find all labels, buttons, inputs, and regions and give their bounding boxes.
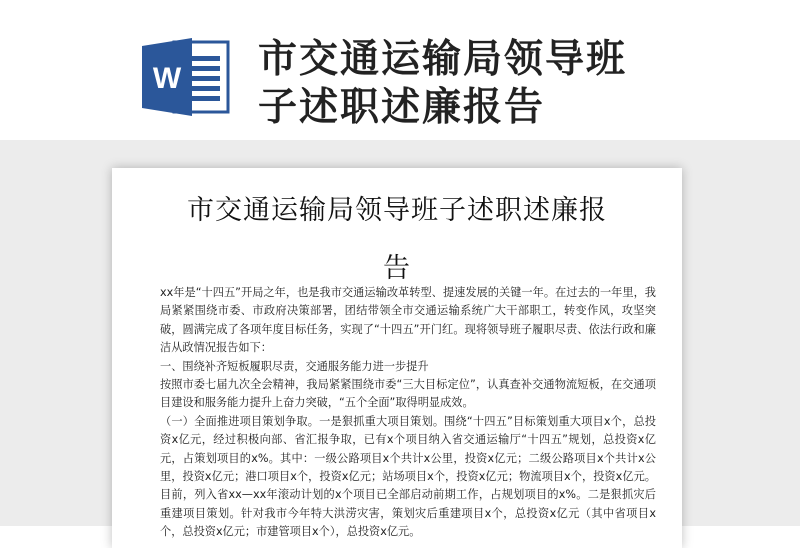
paragraph-project-planning: （一）全面推进项目策划争取。一是狠抓重大项目策划。围绕“十四五”目标策划重大项目x个，总投资x亿元，经过积极向部、省汇报争取，已有x个项目纳入省交通运输厅“十四五”规划，总投资x亿元，占策划项目的x%。其中：一级公路项目x个共计x公里，投资x亿元；二级公路项目x个共计x公里，投资x亿元；港口项目x个，投资x亿元；站场项目x个，投资x亿元；物流项目x个，投资x亿元。目前，列入省xx—xx年滚动计划的x个项目已全部启动前期工作，占规划项目的x%。二是狠抓灾后重建项目策划。针对我市今年特大洪涝灾害，策划灾后重建项目x个，总投资x亿元（其中省项目x个，总投资x亿元；市建管项目x个），总投资x亿元。	[160, 414, 656, 539]
document-body	[160, 284, 656, 542]
word-document-icon	[140, 36, 232, 118]
page-title	[258, 36, 758, 132]
document-title-line-1: 市交通运输局领导班子述职述廉报	[187, 195, 607, 226]
logo-letter: W	[152, 62, 182, 95]
document-page	[112, 168, 682, 548]
paragraph-intro: xx年是“十四五”开局之年，也是我市交通运输改革转型、提速发展的关键一年。在过去的一年里，我局紧紧围绕市委、市政府决策部署，团结带领全市交通运输系统广大干部职工，转变作风，攻坚突破，圆满完成了各项年度目标任务，实现了“十四五”开门红。现将领导班子履职尽责、依法行政和廉洁从政情况报告如下：	[160, 286, 656, 355]
page-title-line-1: 市交通运输局领导班	[258, 37, 628, 82]
preview-header	[0, 0, 800, 140]
section-heading: 一、围绕补齐短板履职尽责，交通服务能力进一步提升	[160, 359, 429, 373]
document-title-line-2: 告	[383, 253, 411, 284]
paragraph-section-intro: 按照市委七届九次全会精神，我局紧紧围绕市委“三大目标定位”，认真查补交通物流短板，在交通项目建设和服务能力提升上奋力突破，“五个全面”取得明显成效。	[160, 378, 656, 410]
page-title-line-2: 子述职述廉报告	[258, 85, 546, 130]
document-title	[112, 182, 682, 298]
